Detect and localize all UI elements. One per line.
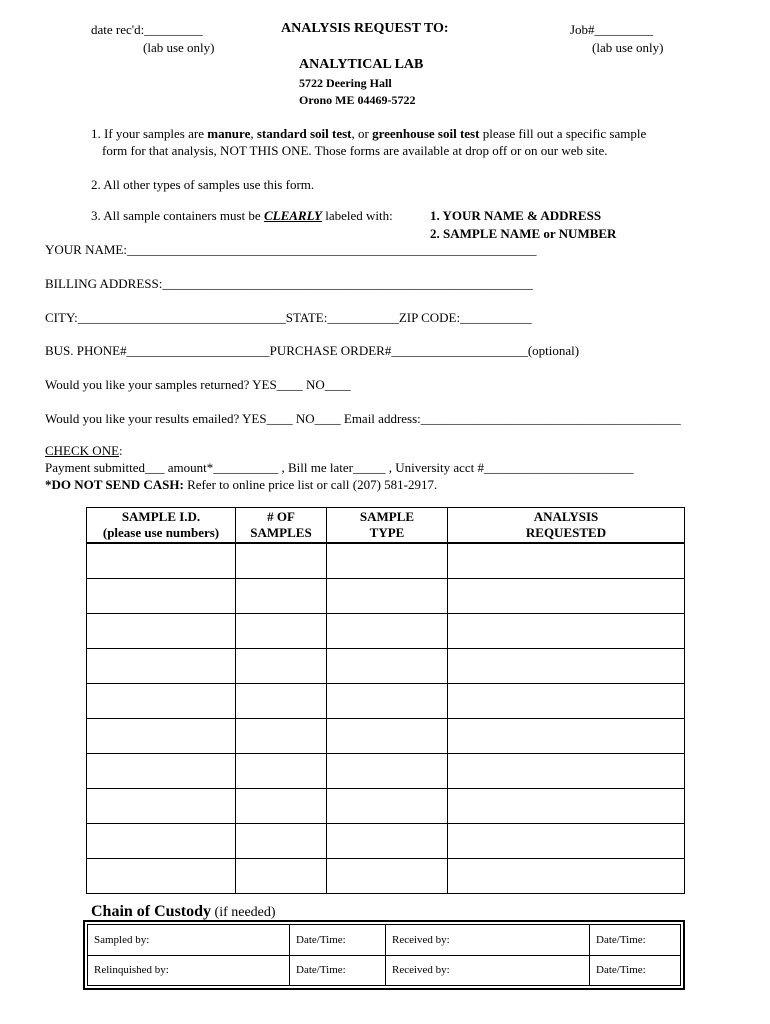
job-number-note: (lab use only) — [592, 40, 664, 55]
header-sample-type-l2: TYPE — [369, 525, 405, 540]
instruction-1-post: please fill out a specific sample — [479, 126, 647, 141]
custody-row-sampled — [88, 925, 681, 956]
sample-type-cell[interactable] — [327, 859, 448, 894]
instruction-3-post: labeled with: — [321, 208, 393, 223]
instruction-1-soil: standard soil test — [256, 126, 352, 141]
chain-of-custody-heading — [91, 903, 276, 921]
sample-row — [87, 579, 685, 614]
relinquished-datetime-field[interactable]: Date/Time: — [290, 955, 386, 986]
num-samples-cell[interactable] — [236, 543, 327, 579]
sample-id-cell[interactable] — [87, 859, 236, 894]
num-samples-cell[interactable] — [236, 614, 327, 649]
form-title: ANALYSIS REQUEST TO: — [281, 21, 449, 36]
date-received-note: (lab use only) — [143, 40, 215, 55]
instruction-1-greenhouse: greenhouse soil test — [372, 126, 480, 141]
instruction-3-pre: 3. All sample containers must be — [91, 208, 264, 223]
samples-returned-field[interactable]: Would you like your samples returned? YES____ NO____ — [45, 377, 351, 392]
header-num-samples-l1: # OF — [267, 509, 295, 524]
num-samples-cell[interactable] — [236, 579, 327, 614]
analysis-cell[interactable] — [448, 543, 685, 579]
analysis-cell[interactable] — [448, 719, 685, 754]
header-sample-id — [87, 508, 236, 544]
label-requirement-1: 1. YOUR NAME & ADDRESS — [430, 208, 602, 223]
your-name-field[interactable]: YOUR NAME:_______________________________________________________________ — [45, 242, 537, 257]
custody-subtitle: (if needed) — [211, 905, 276, 920]
date-received-field: date rec'd:_________ — [91, 22, 203, 37]
sample-row — [87, 543, 685, 579]
lab-city: Orono ME 04469-5722 — [299, 93, 416, 107]
sample-table-body — [87, 543, 685, 894]
num-samples-cell[interactable] — [236, 649, 327, 684]
sample-type-cell[interactable] — [327, 719, 448, 754]
num-samples-cell[interactable] — [236, 719, 327, 754]
header-num-samples-l2: SAMPLES — [250, 525, 312, 540]
label-requirement-2: 2. SAMPLE NAME or NUMBER — [430, 226, 617, 241]
num-samples-cell[interactable] — [236, 824, 327, 859]
chain-of-custody-box — [83, 920, 685, 990]
phone-po-field[interactable]: BUS. PHONE#______________________PURCHASE ORDER#_____________________(optional) — [45, 343, 580, 358]
sample-row — [87, 684, 685, 719]
sample-type-cell[interactable] — [327, 789, 448, 824]
sample-id-cell[interactable] — [87, 579, 236, 614]
received-datetime-field-1[interactable]: Date/Time: — [590, 925, 681, 956]
results-emailed-field[interactable]: Would you like your results emailed? YES____ NO____ Email address:________________________________________ — [45, 411, 681, 426]
sample-row — [87, 614, 685, 649]
analysis-cell[interactable] — [448, 789, 685, 824]
sampled-by-field[interactable]: Sampled by: — [88, 925, 290, 956]
sample-id-cell[interactable] — [87, 754, 236, 789]
sampled-datetime-field[interactable]: Date/Time: — [290, 925, 386, 956]
cash-warning — [45, 477, 437, 493]
lab-name: ANALYTICAL LAB — [299, 57, 424, 72]
sample-row — [87, 824, 685, 859]
check-one-label: CHECK ONE — [45, 443, 120, 458]
analysis-cell[interactable] — [448, 649, 685, 684]
instruction-2: 2. All other types of samples use this form. — [91, 177, 315, 192]
sample-id-cell[interactable] — [87, 649, 236, 684]
custody-table — [87, 924, 681, 986]
analysis-cell[interactable] — [448, 754, 685, 789]
relinquished-by-field[interactable]: Relinquished by: — [88, 955, 290, 986]
sample-row — [87, 754, 685, 789]
instruction-3 — [91, 208, 393, 224]
cash-warning-rest: Refer to online price list or call (207) 581-2917. — [183, 477, 438, 492]
custody-title: Chain of Custody — [91, 903, 212, 920]
cash-warning-bold: *DO NOT SEND CASH: — [45, 477, 184, 492]
sample-id-cell[interactable] — [87, 543, 236, 579]
sample-row — [87, 719, 685, 754]
instruction-1-or: , or — [351, 126, 373, 141]
num-samples-cell[interactable] — [236, 789, 327, 824]
sample-type-cell[interactable] — [327, 543, 448, 579]
payment-options-line[interactable]: Payment submitted___ amount*__________ , Bill me later_____ , University acct #_______________________ — [45, 460, 634, 475]
job-number-field: Job#_________ — [570, 22, 654, 37]
header-sample-id-l1: SAMPLE I.D. — [121, 509, 201, 524]
num-samples-cell[interactable] — [236, 859, 327, 894]
received-datetime-field-2[interactable]: Date/Time: — [590, 955, 681, 986]
num-samples-cell[interactable] — [236, 754, 327, 789]
header-analysis-l1: ANALYSIS — [533, 509, 599, 524]
analysis-cell[interactable] — [448, 859, 685, 894]
header-analysis-requested — [448, 508, 685, 544]
header-analysis-l2: REQUESTED — [525, 525, 607, 540]
num-samples-cell[interactable] — [236, 684, 327, 719]
sample-type-cell[interactable] — [327, 649, 448, 684]
sample-type-cell[interactable] — [327, 579, 448, 614]
instruction-1-line-2: form for that analysis, NOT THIS ONE. Those forms are available at drop off or on our web site. — [102, 143, 608, 158]
city-state-zip-field[interactable]: CITY:________________________________STATE:___________ZIP CODE:___________ — [45, 310, 532, 325]
billing-address-field[interactable]: BILLING ADDRESS:_________________________________________________________ — [45, 276, 533, 291]
header-sample-id-l2: (please use numbers) — [102, 525, 220, 540]
sample-id-cell[interactable] — [87, 719, 236, 754]
instruction-1-comma: , — [250, 126, 257, 141]
instruction-1-pre: 1. If your samples are — [91, 126, 208, 141]
sample-type-cell[interactable] — [327, 754, 448, 789]
received-by-field-1[interactable]: Received by: — [386, 925, 590, 956]
analysis-cell[interactable] — [448, 579, 685, 614]
analysis-cell[interactable] — [448, 824, 685, 859]
sample-id-cell[interactable] — [87, 789, 236, 824]
header-num-samples — [236, 508, 327, 544]
sample-id-cell[interactable] — [87, 824, 236, 859]
sample-table — [86, 507, 685, 894]
sample-id-cell[interactable] — [87, 684, 236, 719]
instruction-1-manure: manure — [207, 126, 251, 141]
check-one-heading — [45, 443, 123, 459]
header-sample-type-l1: SAMPLE — [359, 509, 415, 524]
instruction-3-clearly: CLEARLY — [263, 208, 322, 223]
sample-row — [87, 859, 685, 894]
received-by-field-2[interactable]: Received by: — [386, 955, 590, 986]
sample-type-cell[interactable] — [327, 684, 448, 719]
analysis-cell[interactable] — [448, 614, 685, 649]
custody-row-relinquished — [88, 955, 681, 986]
instruction-1 — [91, 126, 646, 142]
sample-table-header-row — [87, 508, 685, 544]
sample-row — [87, 789, 685, 824]
sample-type-cell[interactable] — [327, 614, 448, 649]
analysis-cell[interactable] — [448, 684, 685, 719]
sample-row — [87, 649, 685, 684]
sample-id-cell[interactable] — [87, 614, 236, 649]
header-sample-type — [327, 508, 448, 544]
sample-type-cell[interactable] — [327, 824, 448, 859]
lab-street: 5722 Deering Hall — [299, 76, 392, 90]
check-one-colon: : — [119, 443, 123, 458]
